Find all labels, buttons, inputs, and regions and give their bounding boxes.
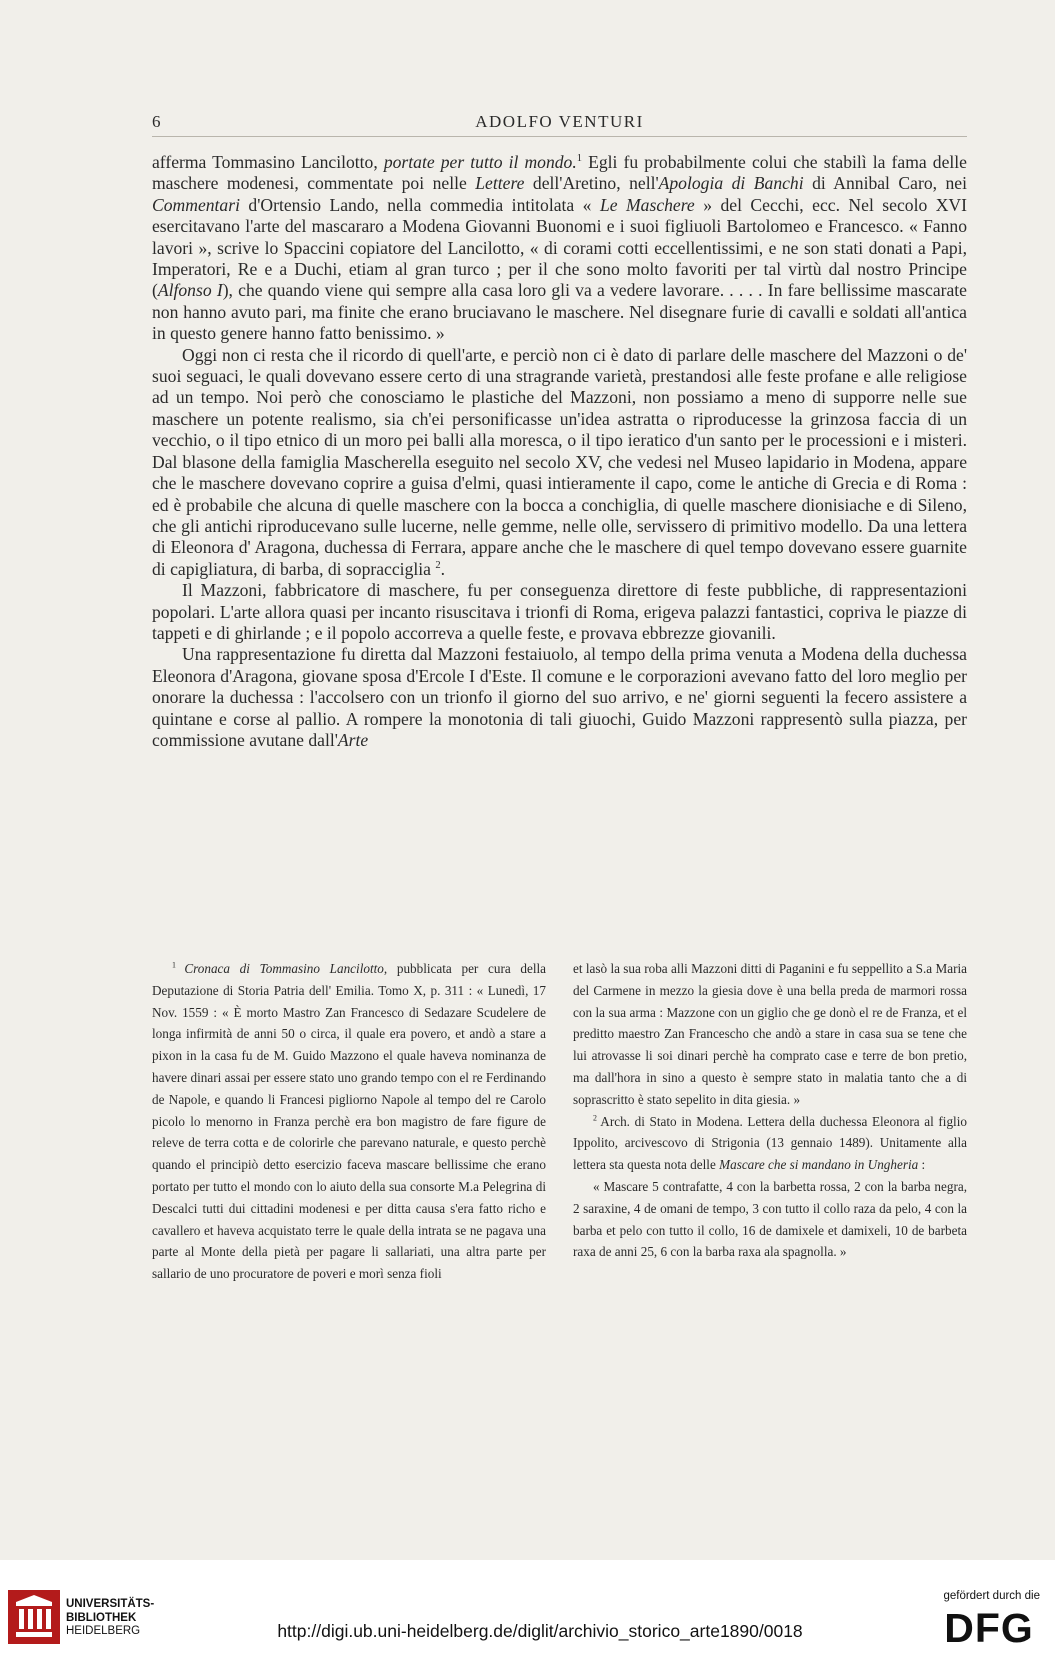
text-run: et lasò la sua roba alli Mazzoni ditti di Paganini e fu seppellito a S.a Maria del Carmene in mezzo la giesia dove è una bella preda de marmori rossa con la sua arma : Mazzone con un giglio che ge donò el re de Franza, et el preditto maestro Zan Francescho che andò a stare in casa sua se tene che lui atrovasse li soi dinari perchè ha comprato case e terre de bon pretio, ma dall'hora in sino a questo è sempre stato in malatia tanto che a di soprascritto è stato sepelito in dita giesia. » <box>573 961 967 1107</box>
text-run: Il Mazzoni, fabbricatore di maschere, fu per conseguenza direttore di feste pubbliche, di rappresentazioni popolari. L'arte allora quasi per incanto risuscitava i trionfi di Roma, erigeva palazzi fantastici, copriva le piazze di tappeti e di ghirlande ; e il popolo accorreva a quelle feste, e provava ebbrezze giovanili. <box>152 580 967 643</box>
funding-label: gefördert durch die <box>943 1590 1040 1602</box>
paragraph <box>152 152 967 345</box>
text-run: Arch. di Stato in Modena. Lettera della duchessa Eleonora al figlio Ippolito, arcivescovo di Strigonia (13 gennaio 1489). Unitamente alla lettera sta questa nota delle <box>573 1113 967 1173</box>
footnote-marker: 1 <box>172 960 185 970</box>
italic-text: portate per tutto il mondo. <box>383 152 577 172</box>
text-run: Una rappresentazione fu diretta dal Mazzoni festaiuolo, al tempo della prima venuta a Modena della duchessa Eleonora d'Aragona, giovane sposa d'Ercole I d'Este. Il comune e le corporazioni avevano fatto del loro meglio per onorare la duchessa : l'accolsero con un trionfo il giorno del suo arrivo, e ne' giorni seguenti la fecero assistere a quintane e corse al pallio. A rompere la monotonia di tali giuochi, Guido Mazzoni rappresentò sulla piazza, per commissione avutane dall' <box>152 644 967 750</box>
text-run: « Mascare 5 contrafatte, 4 con la barbetta rossa, 2 con la barba negra, 2 saraxine, 4 de omani de tempo, 3 con tutto il collo raza da pelo, 4 con la barba et pelo con tutto il collo, 16 de damixele et damixeli, 10 de barbeta raxa de anni 25, 6 con la barba raxa ala spagnolla. » <box>573 1178 967 1260</box>
italic-text: Cronaca di Tommasino Lancilotto <box>184 961 384 976</box>
italic-text: Alfonso I <box>157 280 223 301</box>
permalink-url[interactable]: http://digi.ub.uni-heidelberg.de/diglit/archivio_storico_arte1890/0018 <box>277 1621 803 1641</box>
page-header <box>152 106 967 137</box>
footnote-marker: 1 <box>576 153 583 165</box>
text-run: Oggi non ci resta che il ricordo di quell'arte, e perciò non ci è dato di parlare delle maschere del Mazzoni o de' suoi seguaci, le quali dovevano essere certo di una stragrande varietà, prestandosi alle feste profane e alle religiose ad un tempo. Noi però che conosciamo le plastiche del Mazzoni, non possiamo a meno di supporre nelle sue maschere un potente realismo, sia ch'ei personificasse un'idea astratta o riproducesse la grinzosa faccia di un vecchio, o il tipo etnico di un moro pei balli alla moresca, o il tipo ieratico d'un santo per le processioni e i misteri. Dal blasone della famiglia Mascherella eseguito nel secolo XV, che vedesi nel Museo lapidario in Modena, appare che le maschere dovevano coprire a guisa d'elmi, quasi intieramente il capo, come le antiche di Grecia e di Roma : ed è probabile che alcuna di quelle maschere con la bocca a conchiglia, di quelle maschere dionisiache e di Sileno, che gli antichi riproducevano sulle lucerne, nelle gemme, nelle olle, servissero di primitivo modello. Da una lettera di Eleonora d' Aragona, duchessa di Ferrara, appare anche che le maschere di quel tempo dovevano essere guarnite di capigliatura, di barba, di sopracciglia <box>152 344 967 579</box>
running-title: ADOLFO VENTURI <box>475 112 644 131</box>
text-run: Egli fu probabilmente colui che stabilì la fama delle maschere modenesi, commentate poi nelle <box>152 152 967 194</box>
footnote-1-continued <box>573 958 967 1111</box>
paragraph <box>152 644 967 751</box>
italic-text: Commentari <box>152 194 240 215</box>
text-run: » del Cecchi, ecc. Nel secolo XVI esercitavano l'arte del mascararo a Modena Giovanni Buonomi e i suoi figliuoli Bartolomeo e Francesco. « Fanno lavori », scrive lo Spaccini copiatore del Lancilotto, « di corami cotti eccellentissimi, e ne son stati donati a Papi, Imperatori, Re e a Duchi, etiam al gran turco ; per il che sono molto favoriti per tal virtù dal nostro Principe ( <box>152 194 967 301</box>
text-run: d'Ortensio Lando, nella commedia intitolata « <box>239 194 600 215</box>
italic-text: Apologia di Banchi <box>658 173 804 194</box>
main-text <box>152 152 967 751</box>
paragraph <box>152 345 967 580</box>
footnote-marker: 2 <box>593 1113 601 1123</box>
footnote-marker: 2 <box>435 559 441 571</box>
text-run: afferma Tommasino Lancilotto, <box>152 152 384 172</box>
dfg-logo-text: DFG <box>944 1606 1034 1648</box>
text-run: dell'Aretino, nell' <box>524 173 659 194</box>
viewer-footer <box>0 1560 1055 1658</box>
paragraph <box>152 580 967 644</box>
italic-text: Le Maschere <box>599 194 695 215</box>
university-library-name <box>66 1598 154 1639</box>
institution-line: BIBLIOTHEK <box>66 1611 137 1624</box>
text-run: di Annibal Caro, nei <box>803 173 967 194</box>
footnote-2-quote <box>573 1176 967 1263</box>
footnote-column-right <box>573 958 967 1263</box>
footnote-1 <box>152 958 546 1285</box>
institution-line: HEIDELBERG <box>66 1625 141 1637</box>
text-run: : <box>918 1157 926 1173</box>
italic-text: Mascare che si mandano in Ungheria <box>719 1157 919 1173</box>
university-library-logo-icon <box>8 1590 60 1644</box>
text-run: ), che quando viene qui sempre alla casa loro gli va a vedere lavorare. . . . . In fare bellissime mascarate non hanno avuto pari, ma finite che erano bruciavano le maschere. Nel disegnare furie di cavalli e soldati all'antica in questo genere hanno fatto benissimo. » <box>152 280 967 344</box>
dfg-logo-icon <box>937 1606 1041 1648</box>
italic-text: Lettere <box>475 173 525 194</box>
page-number: 6 <box>152 112 161 131</box>
footnote-column-left <box>152 958 546 1285</box>
text-run: . <box>440 558 446 579</box>
text-run: , pubblicata per cura della Deputazione di Storia Patria dell' Emilia. Tomo X, p. 311 : « Lunedì, 17 Nov. 1559 : « È morto Mastro Zan Francesco di Sedazare Scudelere de longa infirmità de anni 50 o circa, il quale era povero, et andò a stare a pixon in la casa fu de M. Guido Mazzono el quale haveva nominanza de havere dinari assai per essere stato uno grando tempo con el re Ferdinando de Napole, e quando li Francesi pigliorno Napole al tempo del re Carolo picolo lo menorno in Franza perchè era bon magistro de fare figure de releve de terra cotta e de colorirle che parevano naturale, e questo perchè quando el principiò detto esercizio faceva mascare bellissime che erano portato per tutto el mondo con lo aiuto della sua consorte M.a Pelegrina di Descalci tutti dui cittadini modenesi e per ditta causa s'era fatto richo e cavallero et haveva acquistato terre le quale della intrata se ne pagava una parte al Monte della pietà per pagare li sallariati, una altra parte per sallario de uno procuratore de poveri e morì senza fioli <box>152 961 546 1282</box>
italic-text: Arte <box>337 729 369 750</box>
institution-line: UNIVERSITÄTS- <box>66 1598 155 1610</box>
footnote-2 <box>573 1111 967 1176</box>
